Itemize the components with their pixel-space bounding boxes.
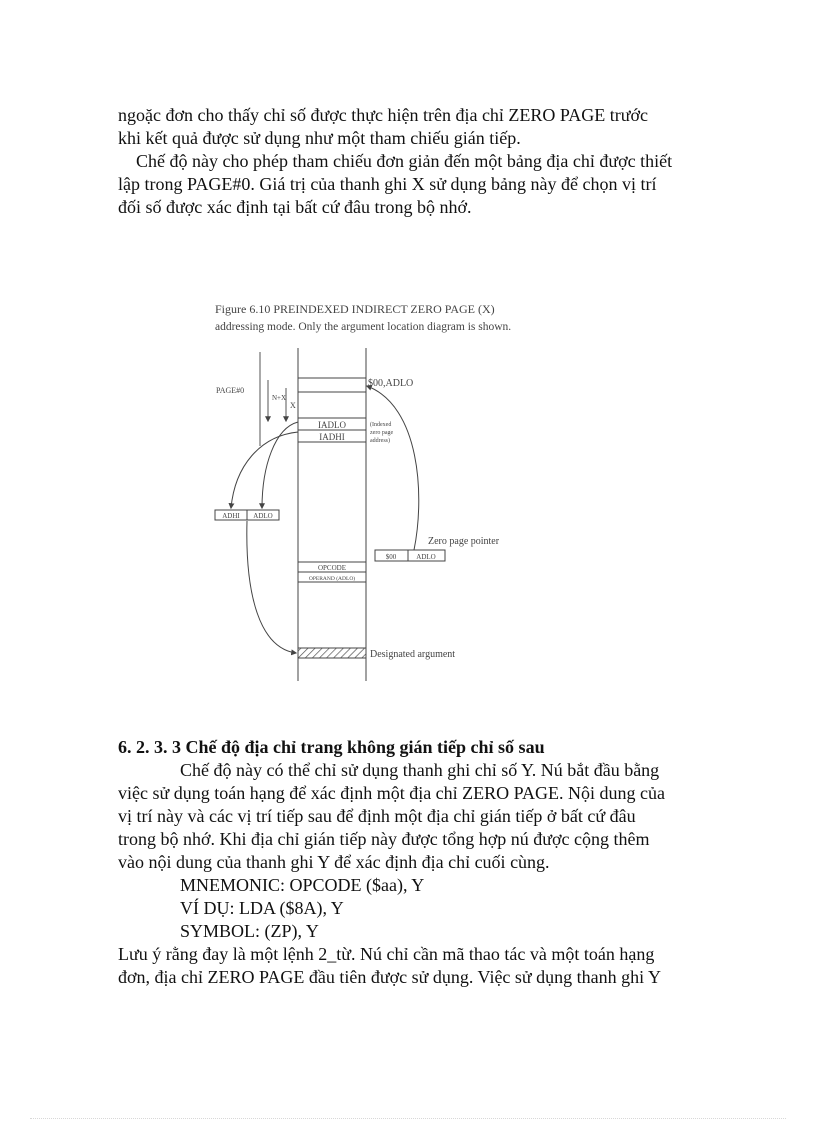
text-line: Lưu ý rằng đay là một lệnh 2_từ. Nú chỉ cần mã thao tác và một toán hạng (118, 944, 655, 964)
iadlo-arrow (262, 422, 298, 508)
zero-page-cell-label: $00,ADLO (368, 378, 414, 389)
text-line: lập trong PAGE#0. Giá trị của thanh ghi X sử dụng bảng này để chọn vị trí (118, 174, 657, 194)
indexed-note: (Indexed (370, 422, 392, 428)
designated-argument-cell (298, 648, 366, 658)
text-line: vị trí này và các vị trí tiếp sau để định một địa chỉ gián tiếp ở bất cứ đâu (118, 806, 636, 826)
text-line: đơn, địa chỉ ZERO PAGE đầu tiên được sử dụng. Việc sử dụng thanh ghi Y (118, 967, 662, 987)
section-body (118, 759, 698, 989)
zero-page-pointer-label: Zero page pointer (428, 536, 500, 547)
intro-paragraph (118, 104, 698, 219)
s00-label: $00 (385, 553, 397, 561)
iadlo-label: IADLO (318, 420, 346, 430)
figure-caption: Figure 6.10 PREINDEXED INDIRECT ZERO PAGE (X) (215, 302, 495, 316)
page-bottom-rule (30, 1118, 786, 1119)
indexed-note: address) (370, 438, 390, 444)
text-line: việc sử dụng toán hạng để xác định một địa chỉ ZERO PAGE. Nội dung của (118, 783, 665, 803)
iadhi-arrow (231, 432, 298, 508)
designated-argument-label: Designated argument (370, 649, 456, 660)
memory-column (298, 348, 366, 681)
text-line: Chế độ này cho phép tham chiếu đơn giản đến một bảng địa chỉ được thiết (136, 151, 673, 171)
npx-label: N+X (272, 394, 287, 402)
iadhi-label: IADHI (319, 432, 345, 442)
x-label: X (290, 401, 296, 410)
text-line: ngoặc đơn cho thấy chỉ số được thực hiện trên địa chỉ ZERO PAGE trước (118, 105, 649, 125)
page0-label: PAGE#0 (216, 386, 245, 395)
heading-text: 6. 2. 3. 3 Chế độ địa chỉ trang không gián tiếp chỉ số sau (118, 737, 545, 757)
symbol-line: SYMBOL: (ZP), Y (180, 921, 319, 941)
adlo-label: ADLO (253, 512, 273, 520)
section-heading (118, 736, 698, 759)
text-line: khi kết quả được sử dụng như một tham chiếu gián tiếp. (118, 128, 521, 148)
mnemonic-line: MNEMONIC: OPCODE ($aa), Y (180, 875, 425, 895)
pointer-arrow (367, 386, 419, 550)
text-line: vào nội dung của thanh ghi Y để xác định địa chỉ cuối cùng. (118, 852, 550, 872)
opcode-label: OPCODE (317, 564, 347, 572)
text-line: trong bộ nhớ. Khi địa chỉ gián tiếp này được tổng hợp nú được cộng thêm (118, 829, 650, 849)
adlo-pointer-label: ADLO (416, 553, 436, 561)
example-line: VÍ DỤ: LDA ($8A), Y (180, 898, 344, 918)
text-line: Chế độ này có thể chỉ sử dụng thanh ghi chỉ số Y. Nú bắt đầu bằng (180, 760, 660, 780)
indexed-note: zero page (370, 430, 394, 436)
text-line: đối số được xác định tại bất cứ đâu trong bộ nhớ. (118, 197, 472, 217)
zero-page-cell (298, 378, 366, 392)
argument-arrow (247, 521, 296, 653)
operand-label: OPERAND (ADLO) (308, 576, 356, 582)
adhi-label: ADHI (222, 512, 240, 520)
addressing-mode-figure (200, 296, 600, 686)
figure-caption-sub: addressing mode. Only the argument location diagram is shown. (215, 321, 512, 333)
